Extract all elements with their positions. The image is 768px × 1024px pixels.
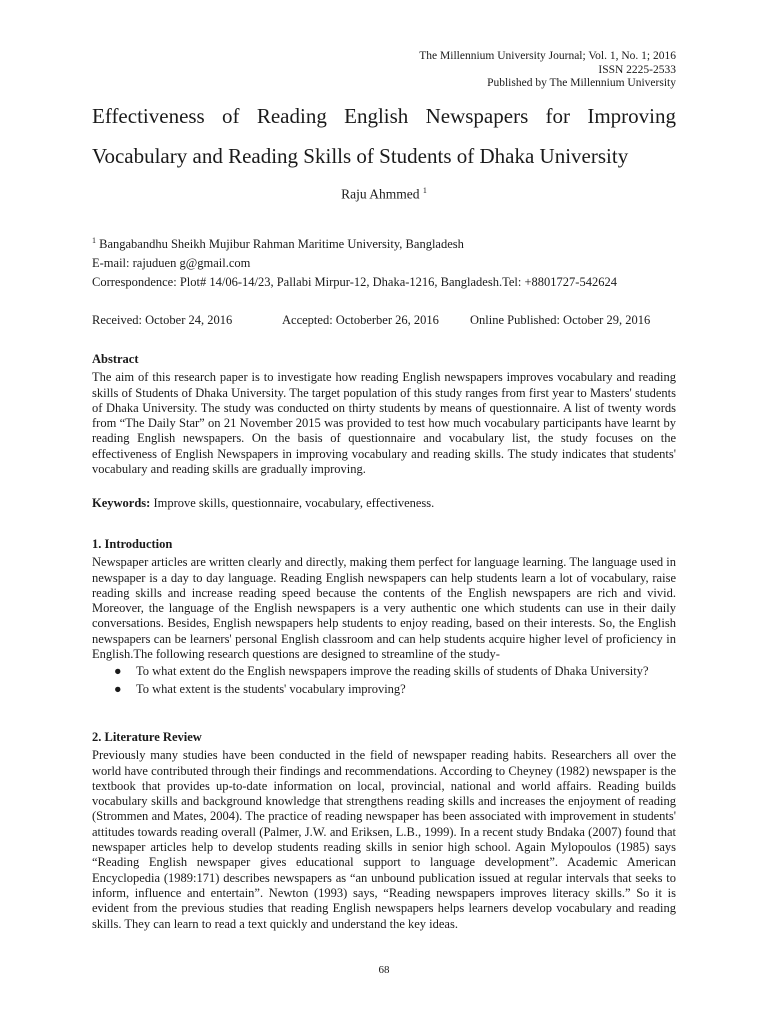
author-name: Raju Ahmmed	[341, 186, 420, 202]
paper-title	[92, 96, 676, 176]
affiliation-line	[92, 231, 676, 254]
introduction-section	[92, 537, 676, 699]
paper-title-line-2: Vocabulary and Reading Skills of Students of Dhaka University	[92, 144, 629, 168]
journal-header	[419, 50, 676, 91]
affiliation-mark: 1	[92, 236, 96, 245]
journal-issn: ISSN 2225-2533	[598, 63, 676, 76]
bullet-icon: ●	[114, 681, 122, 696]
abstract-heading: Abstract	[92, 352, 139, 366]
literature-review-section	[92, 730, 676, 932]
abstract-section	[92, 352, 676, 477]
author-affiliation-mark: 1	[422, 186, 427, 195]
journal-citation: The Millennium University Journal; Vol. 1, No. 1; 2016	[419, 50, 676, 62]
date-published: Online Published: October 29, 2016	[470, 313, 651, 327]
research-question	[92, 682, 676, 697]
paper-page	[92, 0, 676, 1024]
research-questions	[92, 664, 676, 697]
page-number: 68	[378, 964, 390, 976]
introduction-text: Newspaper articles are written clearly and directly, making them perfect for language learning. The language used in newspaper is a day to day language. Reading English newspapers can help students learn a lot of vocabulary, raise reading skills and increase reading speed because the contents of the English newspapers are rich and vivid. Moreover, the language of the English newspapers is a very authentic one which students can use in their daily conversations. Besides, English newspapers help students to enjoy reading, based on their interests. So, the English newspapers can be learners' personal English classroom and can help students acquire higher level of proficiency in English.The following research questions are designed to streamline of the study-	[92, 555, 676, 662]
paper-title-line-1: Effectiveness of Reading English Newspapers for Improving	[92, 104, 676, 128]
journal-publisher: Published by The Millennium University	[487, 77, 676, 89]
research-question-text: To what extent is the students' vocabulary improving?	[136, 681, 406, 696]
affiliation-block	[92, 231, 676, 292]
literature-review-heading: 2. Literature Review	[92, 730, 202, 744]
affiliation-institution: Bangabandhu Sheikh Mujibur Rahman Maritime University, Bangladesh	[99, 237, 464, 252]
keywords	[92, 496, 676, 511]
affiliation-email: E-mail: rajuduen g@gmail.com	[92, 256, 251, 271]
affiliation-correspondence: Correspondence: Plot# 14/06-14/23, Pallabi Mirpur-12, Dhaka-1216, Bangladesh.Tel: +8801727-542624	[92, 275, 617, 290]
keywords-label: Keywords:	[92, 496, 151, 510]
date-accepted: Accepted: Octoberber 26, 2016	[282, 313, 439, 327]
research-question-text: To what extent do the English newspapers improve the reading skills of students of Dhaka University?	[136, 664, 649, 679]
date-received: Received: October 24, 2016	[92, 313, 233, 327]
introduction-heading: 1. Introduction	[92, 537, 173, 551]
research-question	[92, 664, 676, 679]
abstract-text: The aim of this research paper is to investigate how reading English newspapers improves vocabulary and reading skills of Students of Dhaka University. The target population of this study ranges from first year to Masters' students of Dhaka University. The study was conducted on thirty students by means of questionnaire. A list of twenty words from “The Daily Star” on 21 November 2015 was provided to test how much vocabulary participants have learnt by reading English newspapers. On the basis of questionnaire and vocabulary list, the study focuses on the effectiveness of English Newspapers in improving vocabulary and reading skills. The study indicates that students' vocabulary and reading skills are gradually improving.	[92, 370, 676, 477]
keywords-text: Improve skills, questionnaire, vocabulary, effectiveness.	[153, 496, 435, 510]
author	[92, 186, 676, 203]
literature-review-text: Previously many studies have been conducted in the field of newspaper reading habits. Researchers all over the world have contributed through their findings and recommendations. According to Cheyney (1982) newspaper is the textbook that provides up-to-date information on local, provincial, national and world affairs. Reading builds vocabulary skills and background knowledge that strengthens reading skills and increases the enjoyment of reading (Strommen and Mates, 2004). The practice of reading newspaper has been associated with improvement in students' attitudes towards reading overall (Palmer, J.W. and Eriksen, L.B., 1999). In a recent study Bndaka (2007) found that newspaper articles help to develop students reading skills in senior high school. Again Mylopoulos (1985) says “Reading English newspaper gives educational support to language development”. Academic American Encyclopedia (1989:171) describes newspapers as “an unbound publication issued at regular intervals that seeks to inform, influence and entertain”. Newton (1993) says, “Reading newspapers improves literacy skills.” So it is evident from the previous studies that reading English newspapers helps learners develop vocabulary and reading skills. They can learn to read a text quickly and understand the key ideas.	[92, 748, 676, 931]
bullet-icon: ●	[114, 664, 122, 679]
